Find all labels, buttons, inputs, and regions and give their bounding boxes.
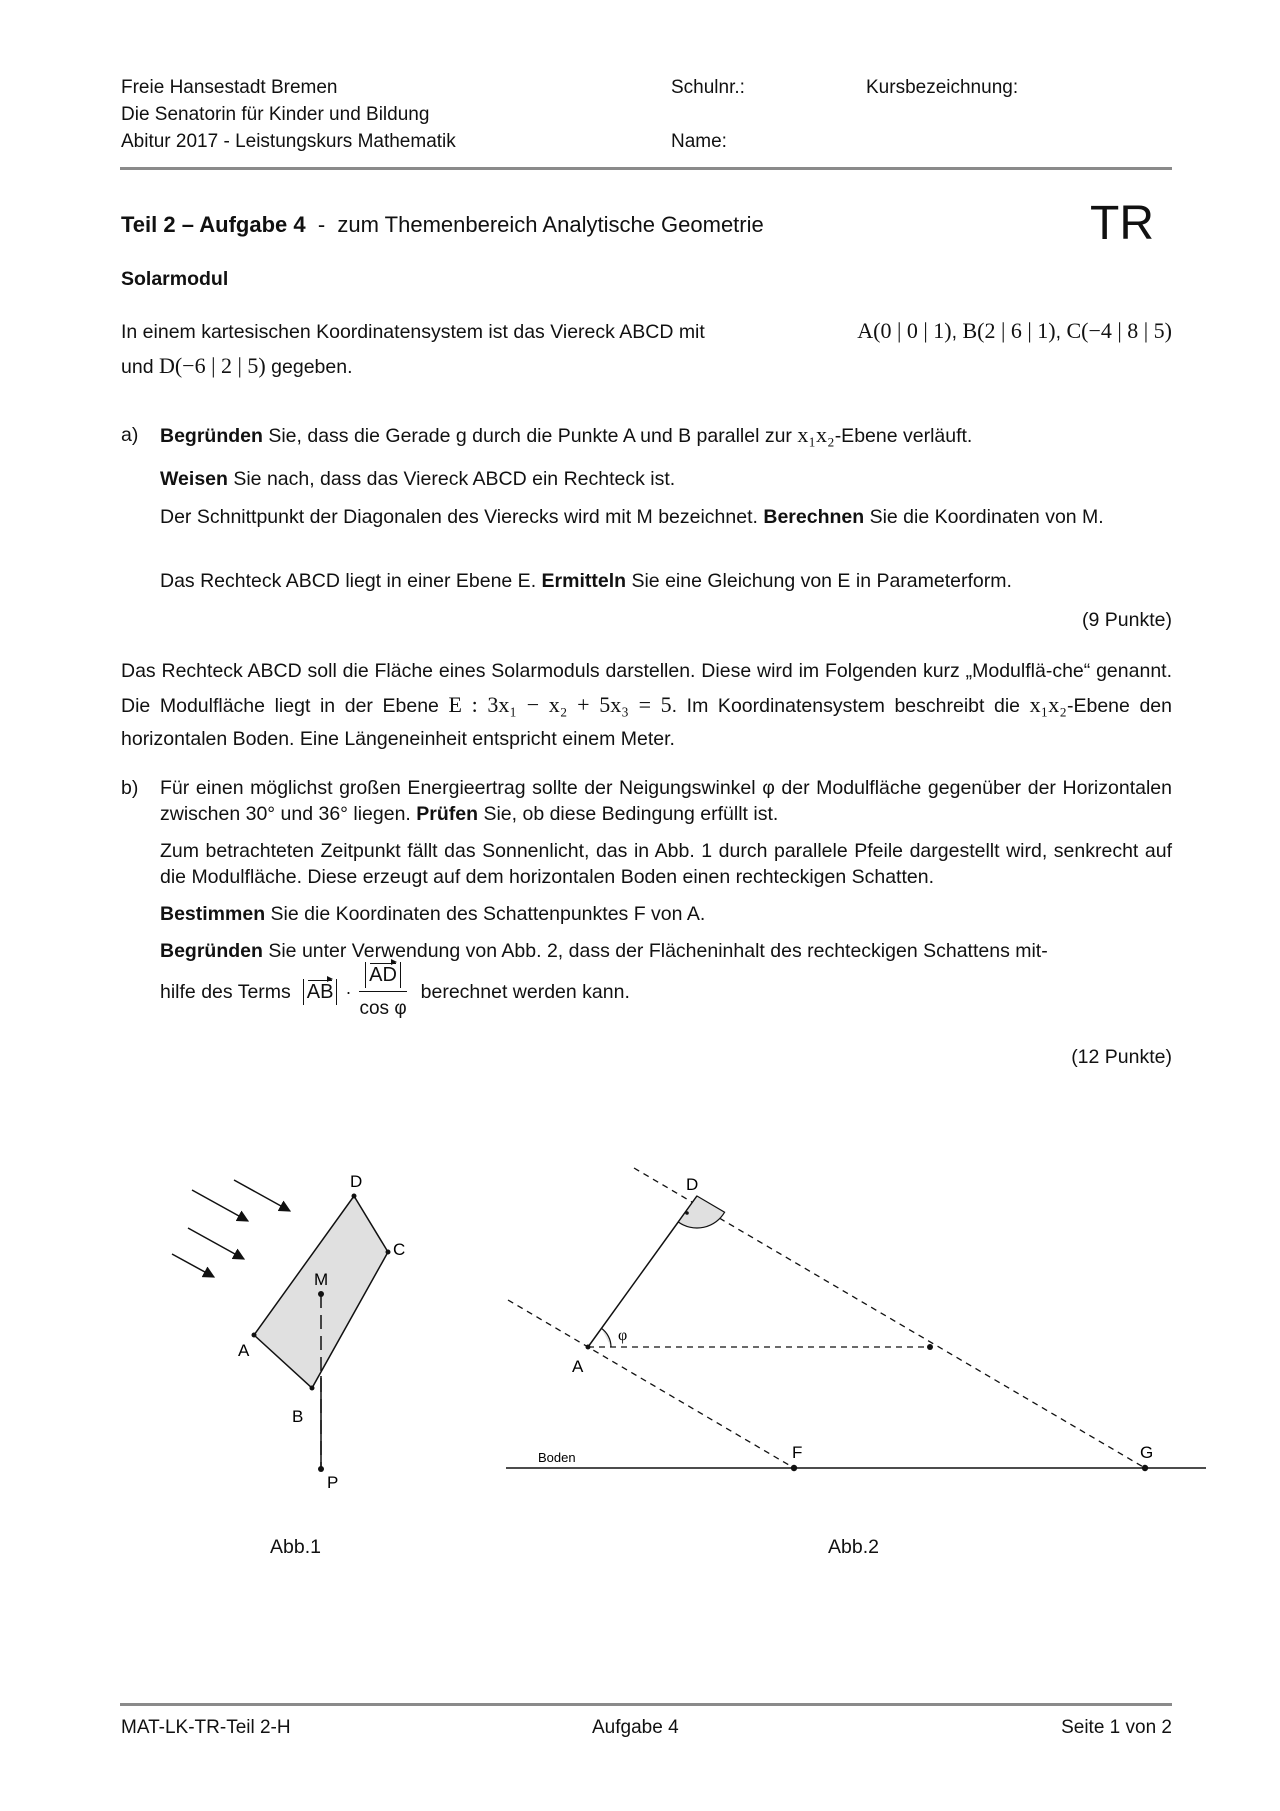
task-a-p2 — [160, 466, 1172, 492]
task-a-label: a) — [121, 424, 139, 446]
label-f: F — [792, 1443, 803, 1462]
task-b-verb-1: Prüfen — [416, 803, 479, 825]
task-a-text-3: Der Schnittpunkt der Diagonalen des Vierecks wird mit M bezeichnet. — [160, 506, 764, 528]
header-state: Freie Hansestadt Bremen — [121, 77, 338, 98]
label-m: M — [314, 1270, 329, 1289]
point-c: C(−4 | 8 | 5) — [1066, 318, 1172, 343]
task-a-verb-3: Berechnen — [763, 506, 865, 528]
label-phi: φ — [618, 1327, 628, 1344]
point-b-1 — [310, 1386, 315, 1391]
task-b-text-1: Für einen möglichst großen Energieertrag sollte der Neigungswinkel φ der Modulfläche gegenüber der Horizontalen zwischen 30° und 36° liegen. — [160, 777, 1172, 825]
task-a-text-3-end: Sie die Koordinaten von M. — [864, 506, 1104, 528]
angle-phi-arc — [602, 1328, 612, 1347]
label-p: P — [327, 1473, 339, 1492]
term-end: berechnet werden kann. — [420, 981, 630, 1003]
ray-through-a — [508, 1300, 794, 1468]
plane-equation: E : 3x₁ − x₂ + 5x₃ = 5 — [448, 692, 672, 717]
task-number: Teil 2 – Aufgabe 4 — [121, 212, 306, 237]
task-a-text-1: Sie, dass die Gerade g durch die Punkte A und B parallel zur — [262, 425, 798, 447]
cos-phi: cos φ — [359, 998, 407, 1019]
task-a-text-4: Das Rechteck ABCD liegt in einer Ebene E. — [160, 570, 542, 592]
intro-text: In einem kartesischen Koordinatensystem ist das Viereck ABCD mit — [121, 321, 705, 343]
task-a-p1 — [160, 422, 1172, 449]
subtitle: Solarmodul — [121, 268, 229, 290]
module-paragraph — [121, 655, 1172, 756]
intro-paragraph: In einem kartesischen Koordinatensystem ist das Viereck ABCD mit A(0 | 0 | 1), B(2 | 6 | 1), C(−4 | 8 | 5) und D(−6 | 2 | 5) gegeben. — [121, 318, 1172, 378]
task-a-verb-4: Ermitteln — [541, 570, 627, 592]
task-a-verb-1: Begründen — [160, 425, 263, 447]
task-b-p3 — [160, 901, 1172, 927]
point-c-1 — [386, 1250, 391, 1255]
fraction — [359, 962, 406, 1022]
footer-page: Seite 1 von 2 — [1061, 1717, 1172, 1738]
area-term-line — [160, 962, 630, 1022]
task-b-text-1-end: Sie, ob diese Bedingung erfüllt ist. — [478, 803, 779, 825]
intro-end: gegeben. — [271, 356, 353, 378]
sunlight-arrows — [172, 1180, 290, 1277]
label-d: D — [350, 1172, 363, 1191]
task-topic: zum Themenbereich Analytische Geometrie — [337, 212, 764, 237]
task-a-verb-2: Weisen — [160, 468, 228, 490]
task-a-p4 — [160, 568, 1172, 594]
task-a-text-4-end: Sie eine Gleichung von E in Parameterform. — [626, 570, 1012, 592]
sun-arrow-4 — [172, 1254, 214, 1277]
header-exam: Abitur 2017 - Leistungskurs Mathematik — [121, 131, 456, 152]
point-d-1 — [352, 1194, 357, 1199]
task-a-p3 — [160, 504, 1172, 530]
figure-1 — [160, 1160, 430, 1500]
task-b-verb-3: Bestimmen — [160, 903, 266, 925]
task-a-points: (9 Punkte) — [1082, 609, 1172, 631]
point-f — [791, 1465, 797, 1471]
task-a-text-2: Sie nach, dass das Viereck ABCD ein Rechteck ist. — [227, 468, 676, 490]
figure-2 — [500, 1160, 1212, 1500]
point-p — [318, 1466, 324, 1472]
title-dash: - — [305, 212, 338, 237]
name-label: Name: — [671, 131, 727, 152]
task-b-text-3: Sie die Koordinaten des Schattenpunktes F von A. — [265, 903, 706, 925]
sun-arrow-3 — [188, 1228, 244, 1259]
task-b-p1 — [160, 775, 1172, 827]
task-a-text-1-end: -Ebene verläuft. — [834, 425, 973, 447]
dashed-lines — [508, 1168, 1145, 1468]
abs-vec-ad — [365, 962, 401, 988]
task-b-p4 — [160, 938, 1172, 964]
figure-1-caption: Abb.1 — [270, 1536, 321, 1558]
footer-code: MAT-LK-TR-Teil 2-H — [121, 1717, 291, 1738]
header-rule — [120, 167, 1172, 170]
right-angle-mark — [678, 1196, 724, 1228]
right-angle-dot — [685, 1211, 689, 1215]
intro-und: und — [121, 356, 154, 378]
label-c: C — [393, 1240, 406, 1259]
vector-ad: AD — [369, 964, 397, 986]
figure-2-caption: Abb.2 — [828, 1536, 879, 1558]
point-g — [1142, 1465, 1148, 1471]
task-b-p2: Zum betrachteten Zeitpunkt fällt das Sonnenlicht, das in Abb. 1 durch parallele Pfeile dargestellt wird, senkrecht auf die Modulfläche. Diese erzeugt auf dem horizontalen Boden einen rechteckigen Schatten. — [160, 840, 1172, 888]
task-b-points: (12 Punkte) — [1071, 1046, 1172, 1068]
fraction-bar — [359, 991, 406, 992]
task-b-verb-4: Begründen — [160, 940, 263, 962]
abs-vec-ab — [303, 979, 338, 1005]
point-a-1 — [252, 1333, 257, 1338]
schulnr-label: Schulnr.: — [671, 77, 745, 98]
point-m — [318, 1291, 324, 1297]
task-b-label: b) — [121, 777, 139, 799]
header-department: Die Senatorin für Kinder und Bildung — [121, 104, 430, 125]
page-title — [121, 212, 764, 238]
tr-tag: TR — [1090, 197, 1154, 250]
vector-ab: AB — [306, 981, 334, 1003]
label-b: B — [292, 1407, 304, 1426]
floor-plane: x₁x₂ — [1029, 692, 1067, 717]
task-b-text-4: Sie unter Verwendung von Abb. 2, dass der Flächeninhalt des rechteckigen Schattens mit- — [262, 940, 1048, 962]
point-d: D(−6 | 2 | 5) — [158, 353, 266, 378]
sun-arrow-2 — [192, 1190, 248, 1221]
label-g: G — [1140, 1443, 1154, 1462]
task-a-plane: x₁x₂ — [797, 422, 835, 447]
label-boden: Boden — [538, 1450, 576, 1465]
term-intro: hilfe des Terms — [160, 981, 291, 1003]
footer-task: Aufgabe 4 — [592, 1717, 679, 1738]
sun-arrow-1 — [234, 1180, 290, 1211]
point-b: B(2 | 6 | 1) — [962, 318, 1056, 343]
label-d-2: D — [686, 1175, 699, 1194]
label-a: A — [238, 1341, 250, 1360]
module-text-2: . Im Koordinatensystem beschreibt die — [671, 695, 1030, 717]
module-text-1: Das Rechteck ABCD soll die Fläche eines Solarmoduls darstellen. Diese wird im Folgenden kurz „Modulflä-che“ genannt. Die Modulfläche liegt in der Ebene — [121, 660, 1172, 717]
point-a-2 — [586, 1345, 591, 1350]
footer-rule — [120, 1703, 1172, 1706]
kurs-label: Kursbezeichnung: — [866, 77, 1019, 98]
label-a-2: A — [572, 1357, 584, 1376]
point-a: A(0 | 0 | 1) — [857, 318, 952, 343]
dot-operator: · — [345, 982, 352, 1002]
header-left — [121, 74, 456, 155]
module-text-3: -Ebene den horizontalen Boden. Eine Längeneinheit entspricht einem Meter. — [121, 695, 1172, 750]
point-horizontal — [927, 1344, 933, 1350]
